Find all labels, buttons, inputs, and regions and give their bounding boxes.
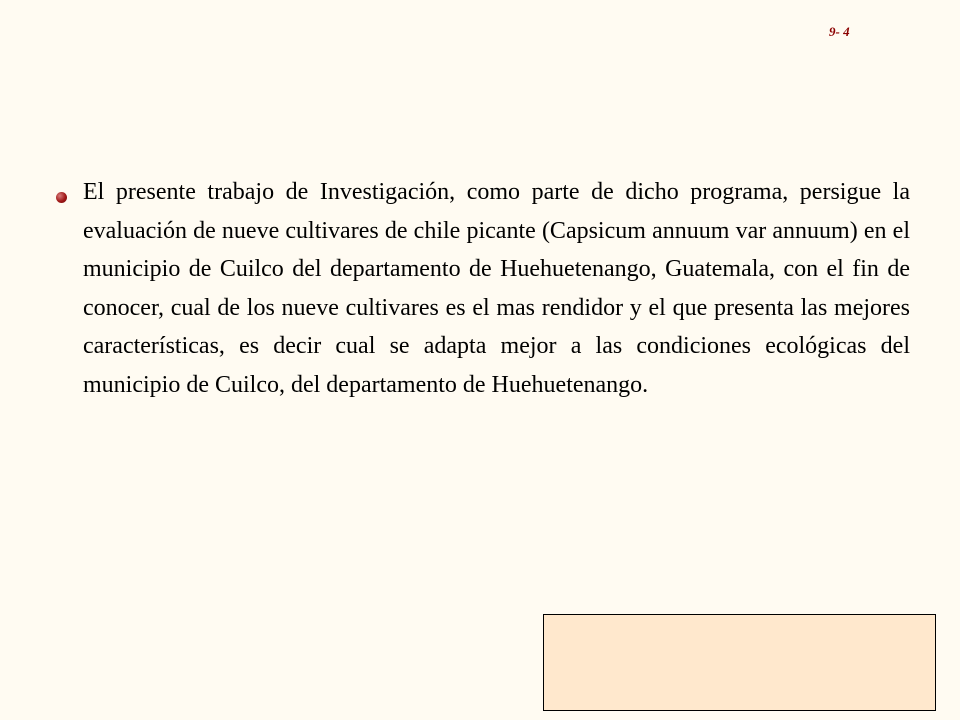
page-number: 9- 4 xyxy=(829,24,850,39)
notes-box xyxy=(543,614,936,711)
bullet-item xyxy=(83,173,910,404)
circle-bullet-icon xyxy=(56,192,67,203)
bullet-text: El presente trabajo de Investigación, como parte de dicho programa, persigue la evaluación de nueve cultivares de chile picante (Capsicum annuum var annuum) en el municipio de Cuilco del departamento de Huehuetenango, Guatemala, con el fin de conocer, cual de los nueve cultivares es el mas rendidor y el que presenta las mejores características, es decir cual se adapta mejor a las condiciones ecológicas del municipio de Cuilco, del departamento de Huehuetenango. xyxy=(83,179,910,398)
